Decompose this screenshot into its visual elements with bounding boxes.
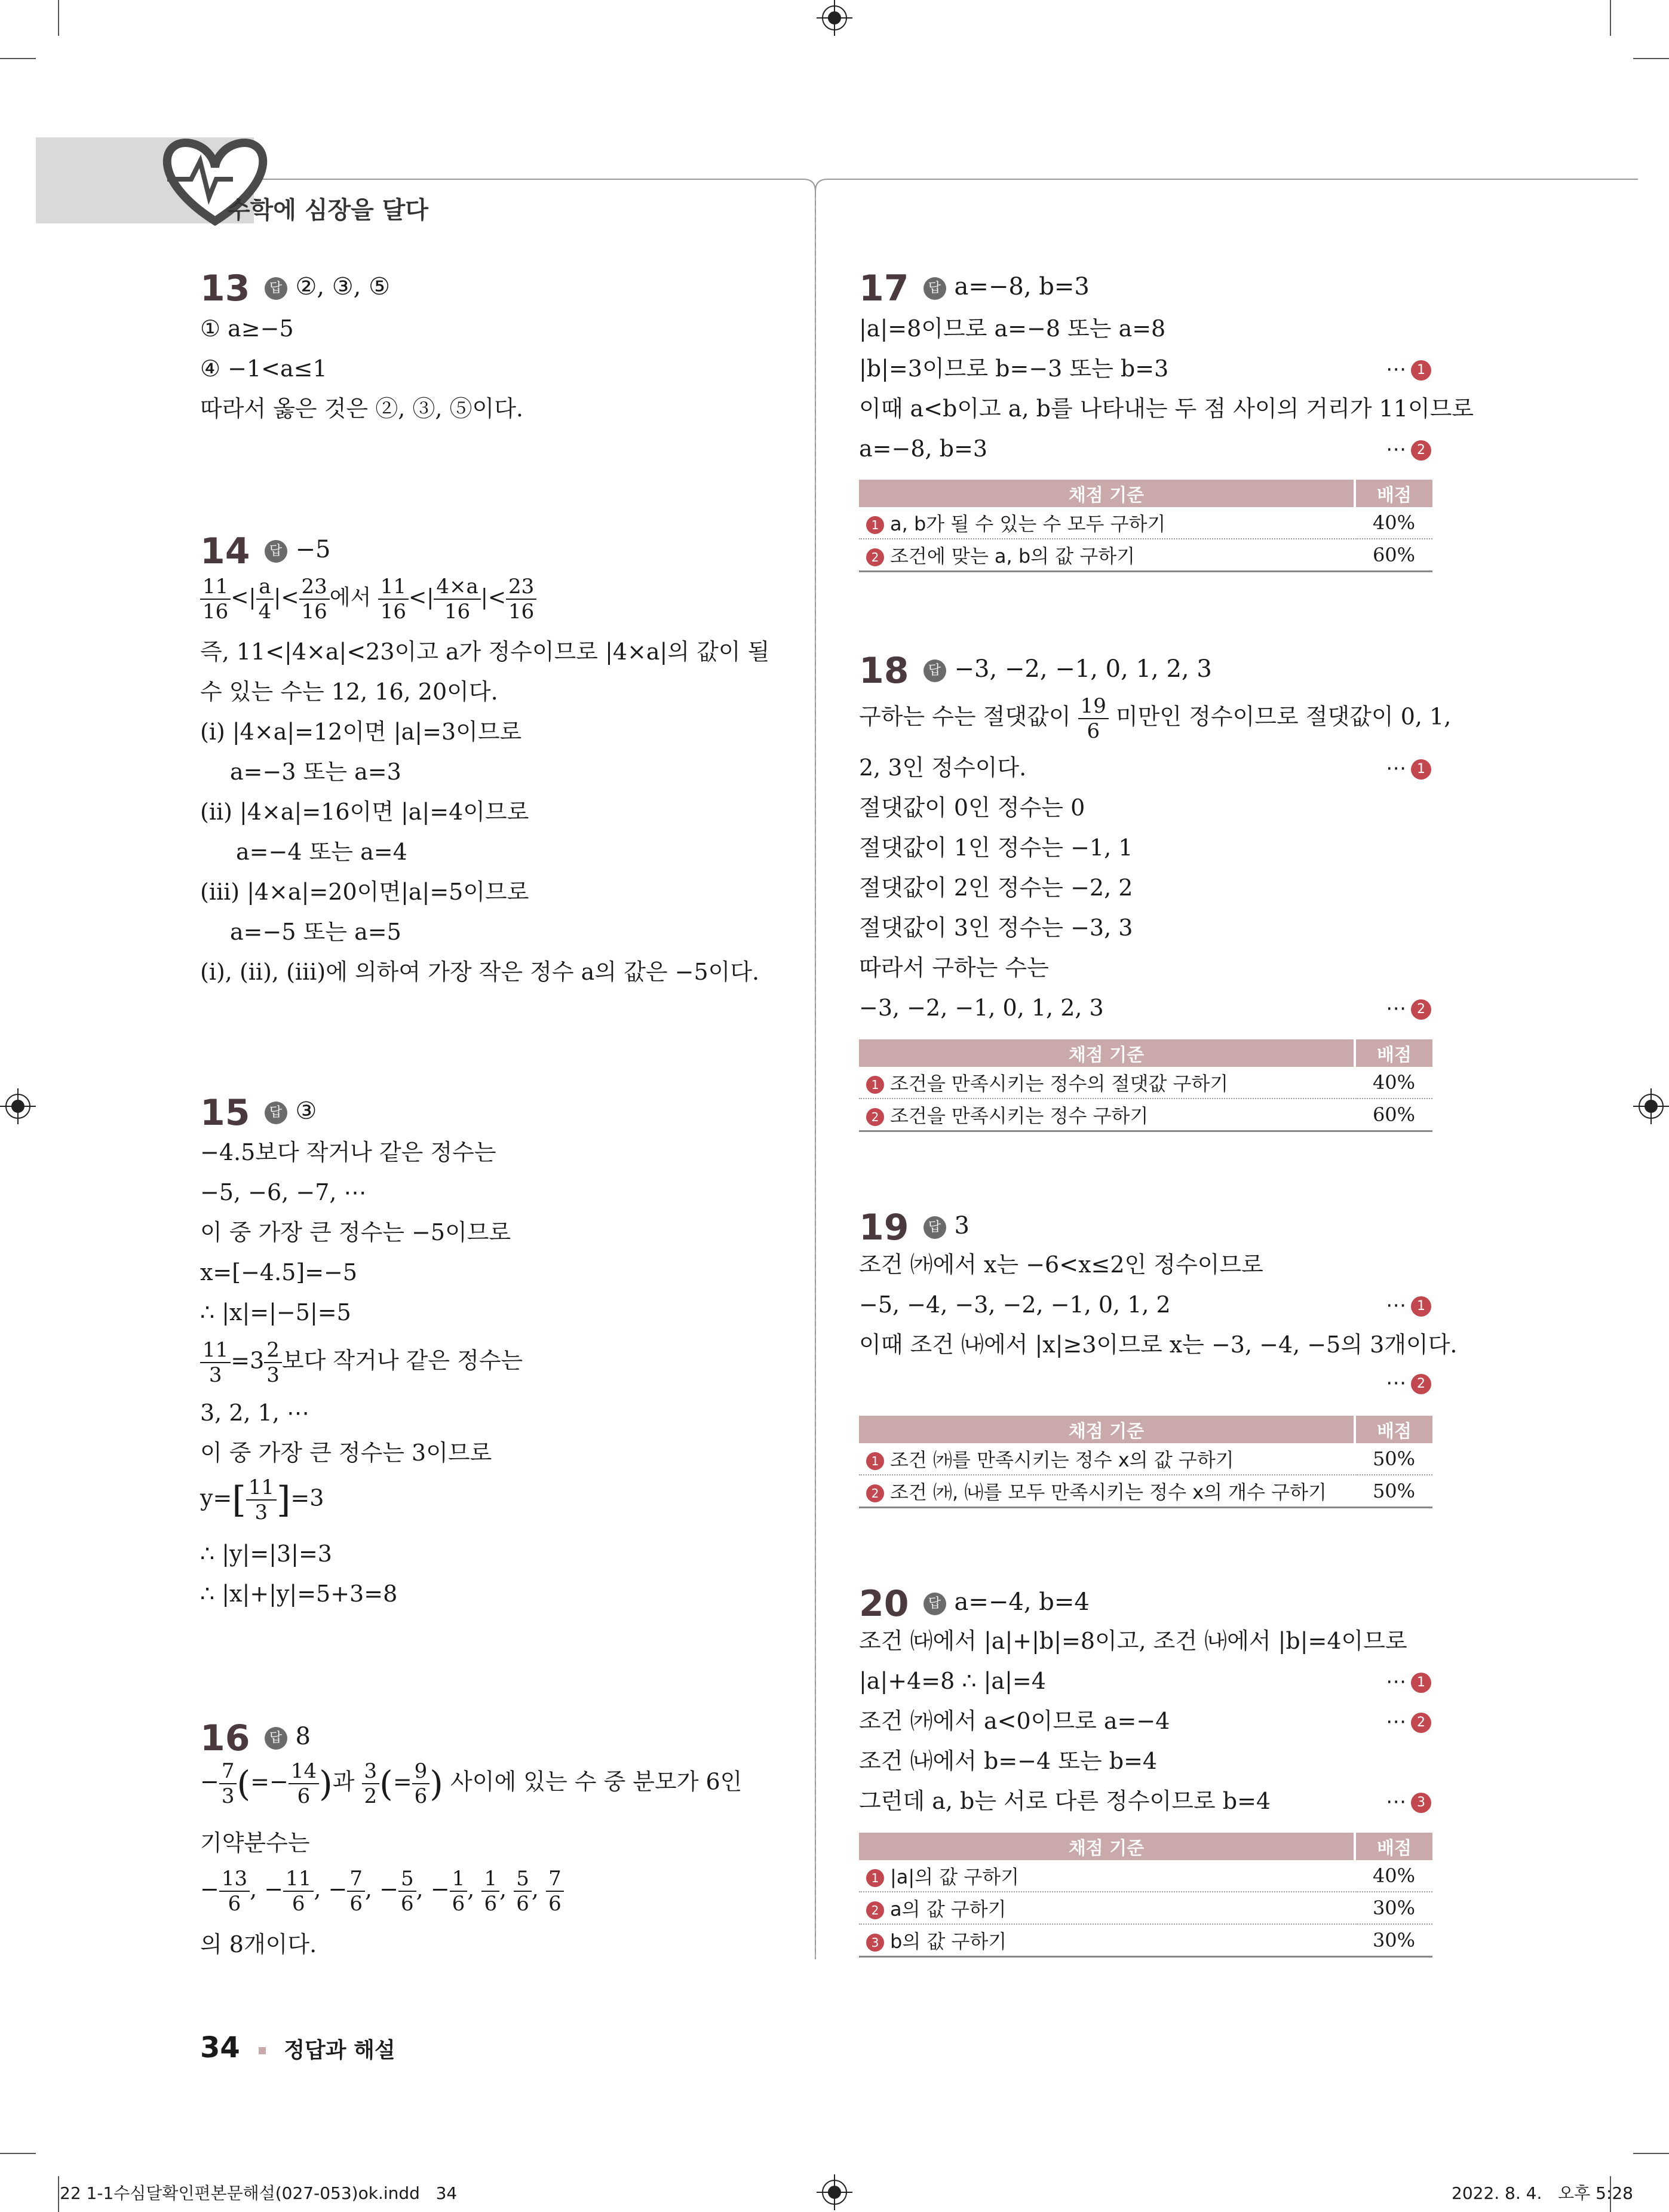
q17-line-2: |b|=3이므로 b=−3 또는 b=3: [859, 355, 1169, 382]
q14-line-6: a=−4 또는 a=4: [236, 839, 407, 865]
q20-line-3: 조건 ㈎에서 a<0이므로 a=−4: [859, 1708, 1170, 1734]
q15-line-5: ∴ |x|=|−5|=5: [200, 1299, 351, 1326]
q18-grading-table: 채점 기준 배점 1 조건을 만족시키는 정수의 절댓값 구하기 40% 2 조건을 만족시키는 정수 구하기 60%: [859, 1039, 1432, 1132]
q18-line-7: −3, −2, −1, 0, 1, 2, 3: [859, 995, 1104, 1021]
q13-answer: ②, ③, ⑤: [295, 273, 390, 300]
step-marker-1: ⋯ 1: [1386, 1670, 1431, 1693]
answer-icon: 답: [265, 1727, 287, 1750]
q18-line-5: 절댓값이 3인 정수는 −3, 3: [859, 915, 1133, 941]
footer-timestamp: 2022. 8. 4. 오후 5:28: [1452, 2183, 1633, 2203]
section-title: 정답과 해설: [284, 2038, 395, 2063]
q20-number: 20: [859, 1583, 909, 1625]
answer-icon: 답: [924, 1216, 946, 1239]
q14-header: [200, 530, 330, 572]
q13-line-2: ④ −1<a≤1: [200, 355, 327, 382]
q15-header: [200, 1092, 317, 1134]
step-marker-2: ⋯ 2: [1386, 1710, 1431, 1734]
answer-icon: 답: [924, 277, 946, 300]
q14-line-3: (ⅰ) |4×a|=12이면 |a|=3이므로: [200, 719, 522, 745]
q15-answer: ③: [295, 1097, 317, 1125]
q16-intro-line: − $\frac{7}{3}$ (=− $\frac{14}{6}$ )과 $\frac{3}{2}$ (= $\frac{9}{6}$ ) 사이에 있는 수 중 분모가 6인: [200, 1759, 743, 1808]
step-marker-2: ⋯ 2: [1386, 1371, 1431, 1395]
step-marker-3: ⋯ 3: [1386, 1790, 1431, 1814]
step-marker-1: ⋯ 1: [1386, 357, 1431, 381]
q13-header: [200, 268, 390, 309]
q15-line-3: 이 중 가장 큰 정수는 −5이므로: [200, 1219, 511, 1245]
q20-answer: a=−4, b=4: [954, 1588, 1090, 1616]
q18-line-1: 2, 3인 정수이다.: [859, 754, 1027, 781]
q14-line-1: 즉, 11<|4×a|<23이고 a가 정수이므로 |4×a|의 값이 될: [200, 639, 770, 665]
q16-fraction-list: − $\frac{13}{6}$ , − $\frac{11}{6}$ , − $\frac{7}{6}$ , − $\frac{5}{6}$ , − $\frac{1}{6}$ , $\frac{1}{6}$ , $\frac{5}{6}$ , $\frac{7}{6}$: [200, 1867, 564, 1916]
q16-header: [200, 1717, 311, 1759]
q17-header: [859, 268, 1090, 309]
brand-title: 수학에 심장을 달다: [227, 197, 428, 224]
answer-icon: 답: [924, 1593, 946, 1615]
q14-line-7: (ⅲ) |4×a|=20이면|a|=5이므로: [200, 879, 529, 905]
q15-line-4: x=[−4.5]=−5: [200, 1259, 358, 1286]
q20-line-5: 그런데 a, b는 서로 다른 정수이므로 b=4: [859, 1788, 1271, 1814]
step-marker-1: ⋯ 1: [1386, 1293, 1431, 1317]
q19-line-3: 이때 조건 ㈏에서 |x|≥3이므로 x는 −3, −4, −5의 3개이다.: [859, 1332, 1458, 1358]
q14-number: 14: [200, 530, 250, 572]
step-marker-2: ⋯ 2: [1386, 437, 1431, 461]
q17-line-1: |a|=8이므로 a=−8 또는 a=8: [859, 315, 1166, 342]
q13-line-1: ① a≥−5: [200, 315, 294, 342]
page-number: 34: [200, 2031, 240, 2064]
q13-line-3: 따라서 옳은 것은 ②, ③, ⑤이다.: [200, 395, 524, 422]
q17-line-4: a=−8, b=3: [859, 435, 988, 462]
q19-grading-table: 채점 기준 배점 1 조건 ㈎를 만족시키는 정수 x의 값 구하기 50% 2 조건 ㈎, ㈏를 모두 만족시키는 정수 x의 개수 구하기 50%: [859, 1416, 1432, 1508]
q18-line-4: 절댓값이 2인 정수는 −2, 2: [859, 875, 1133, 901]
q17-line-3: 이때 a<b이고 a, b를 나타내는 두 점 사이의 거리가 11이므로: [859, 395, 1474, 422]
q18-answer: −3, −2, −1, 0, 1, 2, 3: [954, 655, 1212, 683]
q17-grading-table: 채점 기준 배점 1 a, b가 될 수 있는 수 모두 구하기 40% 2 조건에 맞는 a, b의 값 구하기 60%: [859, 480, 1432, 572]
q14-answer: −5: [295, 536, 331, 563]
step-marker-2: ⋯ 2: [1386, 996, 1431, 1020]
q14-inequality: $\frac{11}{16}$ <| $\frac{a}{4}$ |< $\frac{23}{16}$ 에서 $\frac{11}{16}$ <| $\frac{4\times a}{16}$ |< $\frac{23}{16}$: [200, 575, 536, 624]
q18-line-0: 구하는 수는 절댓값이 $\frac{19}{6}$ 미만인 정수이므로 절댓값이 0, 1,: [859, 694, 1452, 743]
q16-number: 16: [200, 1717, 250, 1759]
answer-icon: 답: [265, 277, 287, 300]
q13-number: 13: [200, 268, 250, 309]
q15-line-7: 이 중 가장 큰 정수는 3이므로: [200, 1440, 492, 1466]
q15-line-8: ∴ |y|=|3|=3: [200, 1541, 332, 1567]
answer-icon: 답: [265, 1102, 287, 1124]
q18-line-2: 절댓값이 0인 정수는 0: [859, 794, 1085, 821]
q15-line-1: −4.5보다 작거나 같은 정수는: [200, 1139, 496, 1165]
q18-line-6: 따라서 구하는 수는: [859, 955, 1049, 981]
q15-line-9: ∴ |x|+|y|=5+3=8: [200, 1581, 398, 1607]
q15-y-line: y=[ $\frac{11}{3}$ ]=3: [200, 1475, 324, 1524]
footer-filename: 22 1-1수심달확인편본문해설(027-053)ok.indd 34: [60, 2183, 458, 2203]
q15-line-2: −5, −6, −7, ⋯: [200, 1179, 367, 1205]
q14-line-9: (ⅰ), (ⅱ), (ⅲ)에 의하여 가장 작은 정수 a의 값은 −5이다.: [200, 959, 760, 985]
q16-line-3: 의 8개이다.: [200, 1931, 317, 1958]
q20-line-4: 조건 ㈏에서 b=−4 또는 b=4: [859, 1748, 1158, 1774]
q19-line-1: 조건 ㈎에서 x는 −6<x≤2인 정수이므로: [859, 1251, 1263, 1278]
q19-line-2: −5, −4, −3, −2, −1, 0, 1, 2: [859, 1291, 1171, 1318]
q19-header: [859, 1207, 970, 1248]
q18-header: [859, 650, 1212, 692]
step-marker-1: ⋯ 1: [1386, 756, 1431, 780]
q20-line-2: |a|+4=8 ∴ |a|=4: [859, 1668, 1046, 1694]
q15-number: 15: [200, 1092, 250, 1134]
q15-fraction-line: $\frac{11}{3}$ =3 $\frac{2}{3}$ 보다 작거나 같은 정수는: [200, 1338, 523, 1387]
q15-line-6: 3, 2, 1, ⋯: [200, 1400, 310, 1426]
q18-number: 18: [859, 650, 909, 692]
q16-answer: 8: [295, 1723, 311, 1750]
answer-icon: 답: [924, 659, 946, 682]
q20-header: [859, 1583, 1090, 1625]
q17-number: 17: [859, 268, 909, 309]
q14-line-5: (ⅱ) |4×a|=16이면 |a|=4이므로: [200, 799, 529, 825]
q20-grading-table: 채점 기준 배점 1 |a|의 값 구하기 40% 2 a의 값 구하기 30% 3 b의 값 구하기 30%: [859, 1833, 1432, 1958]
q14-line-4: a=−3 또는 a=3: [230, 759, 401, 785]
q16-line-2: 기약분수는: [200, 1830, 310, 1856]
q17-answer: a=−8, b=3: [954, 273, 1090, 300]
q14-line-8: a=−5 또는 a=5: [230, 919, 401, 945]
q14-line-2: 수 있는 수는 12, 16, 20이다.: [200, 679, 498, 705]
answer-icon: 답: [265, 540, 287, 563]
q20-line-1: 조건 ㈐에서 |a|+|b|=8이고, 조건 ㈏에서 |b|=4이므로: [859, 1628, 1407, 1654]
q18-line-3: 절댓값이 1인 정수는 −1, 1: [859, 835, 1133, 861]
q19-answer: 3: [954, 1212, 970, 1240]
page-footer: [200, 2031, 395, 2064]
q19-number: 19: [859, 1207, 909, 1248]
